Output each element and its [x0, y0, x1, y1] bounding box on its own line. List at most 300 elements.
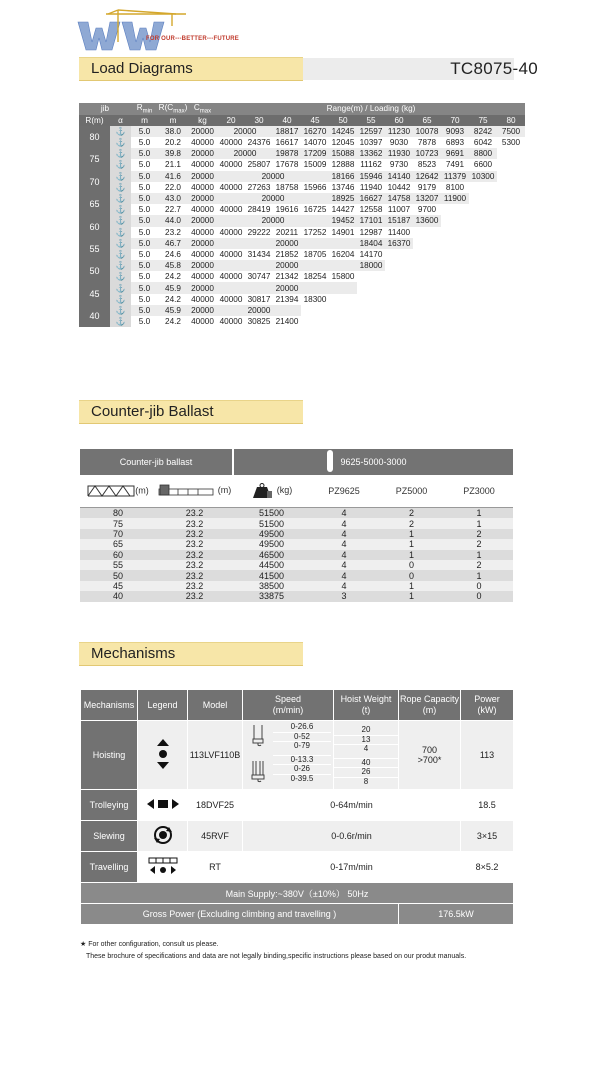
ballast-cell: 80 — [80, 508, 156, 519]
hoist-reeving-2-icon — [251, 725, 265, 747]
ballast-cell: 1 — [378, 539, 445, 549]
load-value-cell: 16270 — [301, 126, 329, 137]
load-value-cell: 16627 — [357, 193, 385, 204]
ballast-header-left: Counter-jib ballast — [80, 449, 233, 475]
rope-capacity-value-alt: >700* — [417, 755, 442, 765]
load-header-cell: $C_{max}$ — [188, 103, 217, 115]
load-subheader-cell: kg — [188, 115, 217, 126]
empty-cell — [385, 260, 525, 271]
load-value-cell: 18000 — [357, 260, 385, 271]
ballast-cell: 23.2 — [156, 560, 233, 570]
jib-length-cell: 80 — [79, 126, 110, 148]
load-value-cell: 20000 — [217, 148, 273, 159]
load-value-cell: 9691 — [441, 148, 469, 159]
main-supply: Main Supply:~380V（±10%） 50Hz — [81, 883, 514, 904]
empty-cell — [469, 193, 525, 204]
load-value-cell: 10078 — [413, 126, 441, 137]
ballast-block-icon — [327, 450, 333, 472]
load-value-cell: 16370 — [385, 238, 413, 249]
mech-header-hoist-weight: Hoist Weight (t) — [334, 690, 399, 721]
rcmax-cell: 24.2 — [158, 316, 188, 327]
ballast-cell: 33875 — [233, 591, 310, 601]
ballast-cell: 4 — [310, 550, 378, 560]
load-value-cell: 14070 — [301, 137, 329, 148]
ballast-weight-header — [233, 475, 310, 508]
rcmax-cell: 23.2 — [158, 227, 188, 238]
pz5000-header: PZ5000 — [378, 475, 445, 508]
rmin-cell: 5.0 — [131, 126, 158, 137]
cmax-cell: 40000 — [188, 316, 217, 327]
load-row — [79, 137, 525, 148]
rmin-cell: 5.0 — [131, 305, 158, 316]
hoisting-model: 113LVF110B — [188, 721, 243, 790]
rmin-cell: 5.0 — [131, 316, 158, 327]
empty-cell — [497, 159, 525, 170]
hook-icon-cell — [110, 215, 131, 226]
hook-icon-cell — [110, 159, 131, 170]
load-row — [79, 126, 525, 137]
hook-icon: ⚓ — [115, 205, 126, 215]
trolleying-speed: 0-64m/min — [243, 790, 461, 821]
hook-icon-cell — [110, 238, 131, 249]
ballast-cell: 23.2 — [156, 539, 233, 549]
mech-header-rope-capacity: Rope Capacity (m) — [399, 690, 461, 721]
hook-icon-cell — [110, 271, 131, 282]
load-value-cell: 15966 — [301, 182, 329, 193]
rcmax-cell: 39.8 — [158, 148, 188, 159]
hook-icon: ⚓ — [115, 305, 126, 315]
load-row — [79, 282, 525, 293]
load-value-cell: 15187 — [385, 215, 413, 226]
rmin-cell: 5.0 — [131, 271, 158, 282]
trolleying-label: Trolleying — [81, 790, 138, 821]
load-value-cell: 40000 — [217, 204, 245, 215]
rcmax-cell: 22.0 — [158, 182, 188, 193]
ballast-cell: 23.2 — [156, 529, 233, 539]
load-value-cell: 21342 — [273, 271, 301, 282]
mechanisms-table — [80, 689, 514, 925]
hook-icon-cell — [110, 249, 131, 260]
jib-length-cell: 60 — [79, 215, 110, 237]
hook-icon: ⚓ — [115, 238, 126, 248]
cmax-cell: 40000 — [188, 249, 217, 260]
rcmax-cell: 22.7 — [158, 204, 188, 215]
speed-value: 0-26.6 — [290, 722, 314, 731]
load-value-cell: 10397 — [357, 137, 385, 148]
hoisting-speeds — [243, 721, 334, 790]
ballast-cell: 2 — [445, 529, 513, 539]
hook-icon-cell — [110, 193, 131, 204]
trolley-arrows-icon — [147, 799, 179, 809]
ballast-row — [80, 539, 513, 549]
load-value-cell: 20000 — [217, 282, 357, 293]
load-value-cell: 21852 — [273, 249, 301, 260]
rmin-cell: 5.0 — [131, 171, 158, 182]
ballast-row — [80, 550, 513, 560]
hook-icon: ⚓ — [115, 194, 126, 204]
speed-value: 0-52 — [273, 732, 331, 742]
load-value-cell: 20000 — [217, 126, 273, 137]
rmin-cell: 5.0 — [131, 238, 158, 249]
counter-jib-icon — [158, 484, 214, 498]
ballast-cell: 0 — [378, 560, 445, 570]
cmax-cell: 20000 — [188, 238, 217, 249]
ballast-config: 9625-5000-3000 — [340, 457, 407, 467]
load-value-cell: 19452 — [329, 215, 357, 226]
load-row — [79, 182, 525, 193]
load-value-cell: 19878 — [273, 148, 301, 159]
load-subheader-cell: 70 — [441, 115, 469, 126]
slewing-power: 3×15 — [461, 821, 514, 852]
empty-cell — [301, 305, 525, 316]
ballast-cell: 46500 — [233, 550, 310, 560]
empty-cell — [497, 171, 525, 182]
rmin-cell: 5.0 — [131, 282, 158, 293]
travelling-model: RT — [188, 852, 243, 883]
hook-icon-cell — [110, 182, 131, 193]
hook-icon-cell — [110, 316, 131, 327]
travelling-speed: 0-17m/min — [243, 852, 461, 883]
hook-icon: ⚓ — [115, 138, 126, 148]
ballast-cell: 1 — [445, 550, 513, 560]
cmax-cell: 20000 — [188, 305, 217, 316]
speed-value: 0-39.5 — [273, 774, 331, 784]
jib-length-cell: 75 — [79, 148, 110, 170]
ballast-cell: 23.2 — [156, 570, 233, 580]
ballast-cell: 49500 — [233, 539, 310, 549]
hook-icon: ⚓ — [115, 227, 126, 237]
rmin-cell: 5.0 — [131, 159, 158, 170]
rcmax-cell: 24.2 — [158, 271, 188, 282]
load-value-cell: 15800 — [329, 271, 357, 282]
ballast-cell: 0 — [445, 581, 513, 591]
load-row — [79, 148, 525, 159]
note-configuration: ★ For other configuration, consult us please. — [80, 941, 219, 948]
empty-cell — [329, 294, 525, 305]
load-diagrams-heading — [79, 57, 303, 81]
load-subheader-cell: m — [131, 115, 158, 126]
load-value-cell: 14245 — [329, 126, 357, 137]
hook-icon-cell — [110, 260, 131, 271]
mechanisms-title: Mechanisms — [91, 645, 176, 662]
trolleying-legend — [138, 790, 188, 821]
speed-value: 0-79 — [273, 741, 331, 751]
hoisting-power: 113 — [461, 721, 514, 790]
load-value-cell: 18166 — [329, 171, 357, 182]
hook-icon: ⚓ — [115, 261, 126, 271]
load-value-cell: 11230 — [385, 126, 413, 137]
hook-icon-cell — [110, 126, 131, 137]
hook-icon: ⚓ — [115, 272, 126, 282]
rcmax-cell: 43.0 — [158, 193, 188, 204]
gross-power-label: Gross Power (Excluding climbing and travelling ) — [81, 904, 399, 925]
hoist-weight-value: 13 — [334, 735, 398, 745]
load-value-cell: 14758 — [385, 193, 413, 204]
load-value-cell: 29222 — [245, 227, 273, 238]
mech-header-speed: Speed (m/min) — [243, 690, 334, 721]
slewing-speed: 0-0.6r/min — [243, 821, 461, 852]
load-value-cell: 28419 — [245, 204, 273, 215]
hoisting-label: Hoisting — [81, 721, 138, 790]
jib-length-cell: 65 — [79, 193, 110, 215]
load-value-cell: 21394 — [273, 294, 301, 305]
load-value-cell: 9030 — [385, 137, 413, 148]
load-value-cell: 13207 — [413, 193, 441, 204]
hook-icon: ⚓ — [115, 149, 126, 159]
ballast-header-right — [233, 449, 513, 475]
ballast-row — [80, 560, 513, 570]
cmax-cell: 20000 — [188, 193, 217, 204]
load-value-cell: 12045 — [329, 137, 357, 148]
mechanisms-heading — [79, 642, 303, 666]
ballast-cell: 2 — [445, 539, 513, 549]
load-row — [79, 159, 525, 170]
load-value-cell: 24376 — [245, 137, 273, 148]
rcmax-cell: 24.6 — [158, 249, 188, 260]
load-value-cell: 7491 — [441, 159, 469, 170]
load-value-cell: 12888 — [329, 159, 357, 170]
rmin-cell: 5.0 — [131, 294, 158, 305]
load-value-cell: 30825 — [245, 316, 273, 327]
jib-truss-icon — [87, 485, 135, 497]
ballast-cell: 75 — [80, 518, 156, 528]
load-value-cell: 25807 — [245, 159, 273, 170]
load-value-cell: 30747 — [245, 271, 273, 282]
ballast-row — [80, 581, 513, 591]
hook-icon-cell — [110, 137, 131, 148]
weight-unit: (kg) — [276, 485, 293, 496]
load-subheader-cell: 50 — [329, 115, 357, 126]
load-value-cell: 12987 — [357, 227, 385, 238]
mech-header-model: Model — [188, 690, 243, 721]
load-value-cell: 12558 — [357, 204, 385, 215]
cmax-cell: 20000 — [188, 171, 217, 182]
hoist-weight-value: 20 — [361, 725, 371, 734]
load-subheader-cell: 60 — [385, 115, 413, 126]
load-row — [79, 260, 525, 271]
jib-length-header — [80, 475, 156, 508]
hook-icon: ⚓ — [115, 317, 126, 327]
ballast-cell: 23.2 — [156, 581, 233, 591]
empty-cell — [413, 238, 525, 249]
ballast-cell: 50 — [80, 570, 156, 580]
ballast-cell: 4 — [310, 581, 378, 591]
load-value-cell: 40000 — [217, 271, 245, 282]
load-row — [79, 215, 525, 226]
rope-capacity-value: 700 — [421, 745, 438, 755]
trolleying-model: 18DVF25 — [188, 790, 243, 821]
load-value-cell: 11940 — [357, 182, 385, 193]
empty-cell — [497, 148, 525, 159]
ballast-cell: 1 — [378, 550, 445, 560]
hoist-weight-value: 26 — [334, 767, 398, 777]
load-subheader-cell: 65 — [413, 115, 441, 126]
load-value-cell: 40000 — [217, 227, 245, 238]
rcmax-cell: 46.7 — [158, 238, 188, 249]
ballast-cell: 41500 — [233, 570, 310, 580]
load-value-cell: 5300 — [497, 137, 525, 148]
cmax-cell: 40000 — [188, 159, 217, 170]
company-logo — [76, 8, 236, 54]
ballast-cell: 23.2 — [156, 550, 233, 560]
hook-icon: ⚓ — [115, 216, 126, 226]
ballast-cell: 1 — [378, 591, 445, 601]
ballast-cell: 51500 — [233, 508, 310, 519]
load-subheader-cell: 80 — [497, 115, 525, 126]
hook-icon: ⚓ — [115, 160, 126, 170]
ballast-heading — [79, 400, 303, 424]
load-value-cell: 8523 — [413, 159, 441, 170]
load-row — [79, 271, 525, 282]
load-value-cell: 27263 — [245, 182, 273, 193]
rcmax-cell: 21.1 — [158, 159, 188, 170]
load-value-cell: 40000 — [217, 294, 245, 305]
hook-icon: ⚓ — [115, 249, 126, 259]
jib-length-cell: 45 — [79, 282, 110, 304]
load-value-cell: 40000 — [217, 249, 245, 260]
rcmax-cell: 20.2 — [158, 137, 188, 148]
ballast-cell: 40 — [80, 591, 156, 601]
load-value-cell: 20211 — [273, 227, 301, 238]
ballast-cell: 1 — [445, 508, 513, 519]
ballast-cell: 1 — [445, 518, 513, 528]
hook-icon-cell — [110, 282, 131, 293]
load-subheader-cell: 45 — [301, 115, 329, 126]
rcmax-cell: 38.0 — [158, 126, 188, 137]
ballast-row — [80, 508, 513, 519]
mech-header-legend: Legend — [138, 690, 188, 721]
load-value-cell: 15088 — [329, 148, 357, 159]
load-value-cell: 31434 — [245, 249, 273, 260]
ballast-cell: 23.2 — [156, 508, 233, 519]
rmin-cell: 5.0 — [131, 137, 158, 148]
cmax-cell: 20000 — [188, 126, 217, 137]
load-value-cell: 20000 — [217, 215, 329, 226]
cmax-cell: 40000 — [188, 182, 217, 193]
load-value-cell: 12597 — [357, 126, 385, 137]
slewing-rotation-icon — [153, 825, 173, 845]
rcmax-cell: 44.0 — [158, 215, 188, 226]
hook-icon: ⚓ — [115, 171, 126, 181]
load-value-cell: 30817 — [245, 294, 273, 305]
rmin-cell: 5.0 — [131, 215, 158, 226]
load-value-cell: 9730 — [385, 159, 413, 170]
empty-cell — [441, 204, 525, 215]
load-value-cell: 11379 — [441, 171, 469, 182]
load-value-cell: 40000 — [217, 182, 245, 193]
hoist-weight-value: 8 — [334, 777, 398, 787]
cmax-cell: 40000 — [188, 204, 217, 215]
load-value-cell: 11162 — [357, 159, 385, 170]
empty-cell — [441, 215, 525, 226]
load-value-cell: 6600 — [469, 159, 497, 170]
load-value-cell: 14140 — [385, 171, 413, 182]
ballast-cell: 4 — [310, 529, 378, 539]
speed-value: 0-13.3 — [273, 755, 331, 765]
load-row — [79, 204, 525, 215]
load-value-cell: 11007 — [385, 204, 413, 215]
cmax-cell: 20000 — [188, 215, 217, 226]
ballast-row — [80, 518, 513, 528]
load-subheader-cell: 75 — [469, 115, 497, 126]
cmax-cell: 20000 — [188, 282, 217, 293]
ballast-table — [80, 449, 513, 602]
ballast-cell: 70 — [80, 529, 156, 539]
empty-cell — [413, 227, 525, 238]
load-row — [79, 294, 525, 305]
mech-header-mechanisms: Mechanisms — [81, 690, 138, 721]
ballast-cell: 2 — [378, 508, 445, 519]
ballast-cell: 55 — [80, 560, 156, 570]
ballast-cell: 2 — [445, 560, 513, 570]
load-value-cell: 17678 — [273, 159, 301, 170]
ballast-cell: 1 — [378, 529, 445, 539]
load-row — [79, 171, 525, 182]
cmax-cell: 40000 — [188, 271, 217, 282]
load-subheader-cell: 55 — [357, 115, 385, 126]
load-row — [79, 305, 525, 316]
load-value-cell: 12642 — [413, 171, 441, 182]
jib-length-unit: (m) — [135, 485, 149, 496]
load-value-cell: 18705 — [301, 249, 329, 260]
load-value-cell: 16617 — [273, 137, 301, 148]
load-value-cell: 11930 — [385, 148, 413, 159]
brand-tagline: FOR OUR---BETTER---FUTURE — [146, 36, 239, 42]
load-row — [79, 316, 525, 327]
load-value-cell: 18925 — [329, 193, 357, 204]
load-value-cell: 8242 — [469, 126, 497, 137]
ballast-cell: 51500 — [233, 518, 310, 528]
load-value-cell: 10300 — [469, 171, 497, 182]
load-value-cell: 11900 — [441, 193, 469, 204]
jib-length-cell: 70 — [79, 171, 110, 193]
cmax-cell: 20000 — [188, 260, 217, 271]
empty-cell — [357, 271, 525, 282]
load-value-cell: 11400 — [385, 227, 413, 238]
ballast-cell: 1 — [445, 570, 513, 580]
cmax-cell: 40000 — [188, 294, 217, 305]
load-subheader-cell: m — [158, 115, 188, 126]
ballast-row — [80, 591, 513, 601]
load-value-cell: 40000 — [217, 159, 245, 170]
rcmax-cell: 45.9 — [158, 282, 188, 293]
load-subheader-cell: 30 — [245, 115, 273, 126]
hook-icon-cell — [110, 294, 131, 305]
ballast-cell: 23.2 — [156, 518, 233, 528]
hook-icon-cell — [110, 227, 131, 238]
note-disclaimer: These brochure of specifications and data are not legally binding,specific instructions please based on our produt manuals. — [86, 953, 467, 960]
travelling-icon — [148, 857, 178, 875]
rmin-cell: 5.0 — [131, 148, 158, 159]
counter-jib-unit: (m) — [217, 485, 232, 496]
load-value-cell: 8800 — [469, 148, 497, 159]
slewing-label: Slewing — [81, 821, 138, 852]
slewing-model: 45RVF — [188, 821, 243, 852]
rope-capacity — [399, 721, 461, 790]
load-row — [79, 227, 525, 238]
ballast-cell: 49500 — [233, 529, 310, 539]
ballast-cell: 23.2 — [156, 591, 233, 601]
load-subheader-cell: 40 — [273, 115, 301, 126]
load-row — [79, 238, 525, 249]
ballast-cell: 4 — [310, 570, 378, 580]
load-value-cell: 10723 — [413, 148, 441, 159]
load-value-cell: 16204 — [329, 249, 357, 260]
jib-length-cell: 40 — [79, 305, 110, 327]
travelling-label: Travelling — [81, 852, 138, 883]
load-header-cell: $R(C_{max})$ — [158, 103, 188, 115]
ballast-cell: 4 — [310, 560, 378, 570]
